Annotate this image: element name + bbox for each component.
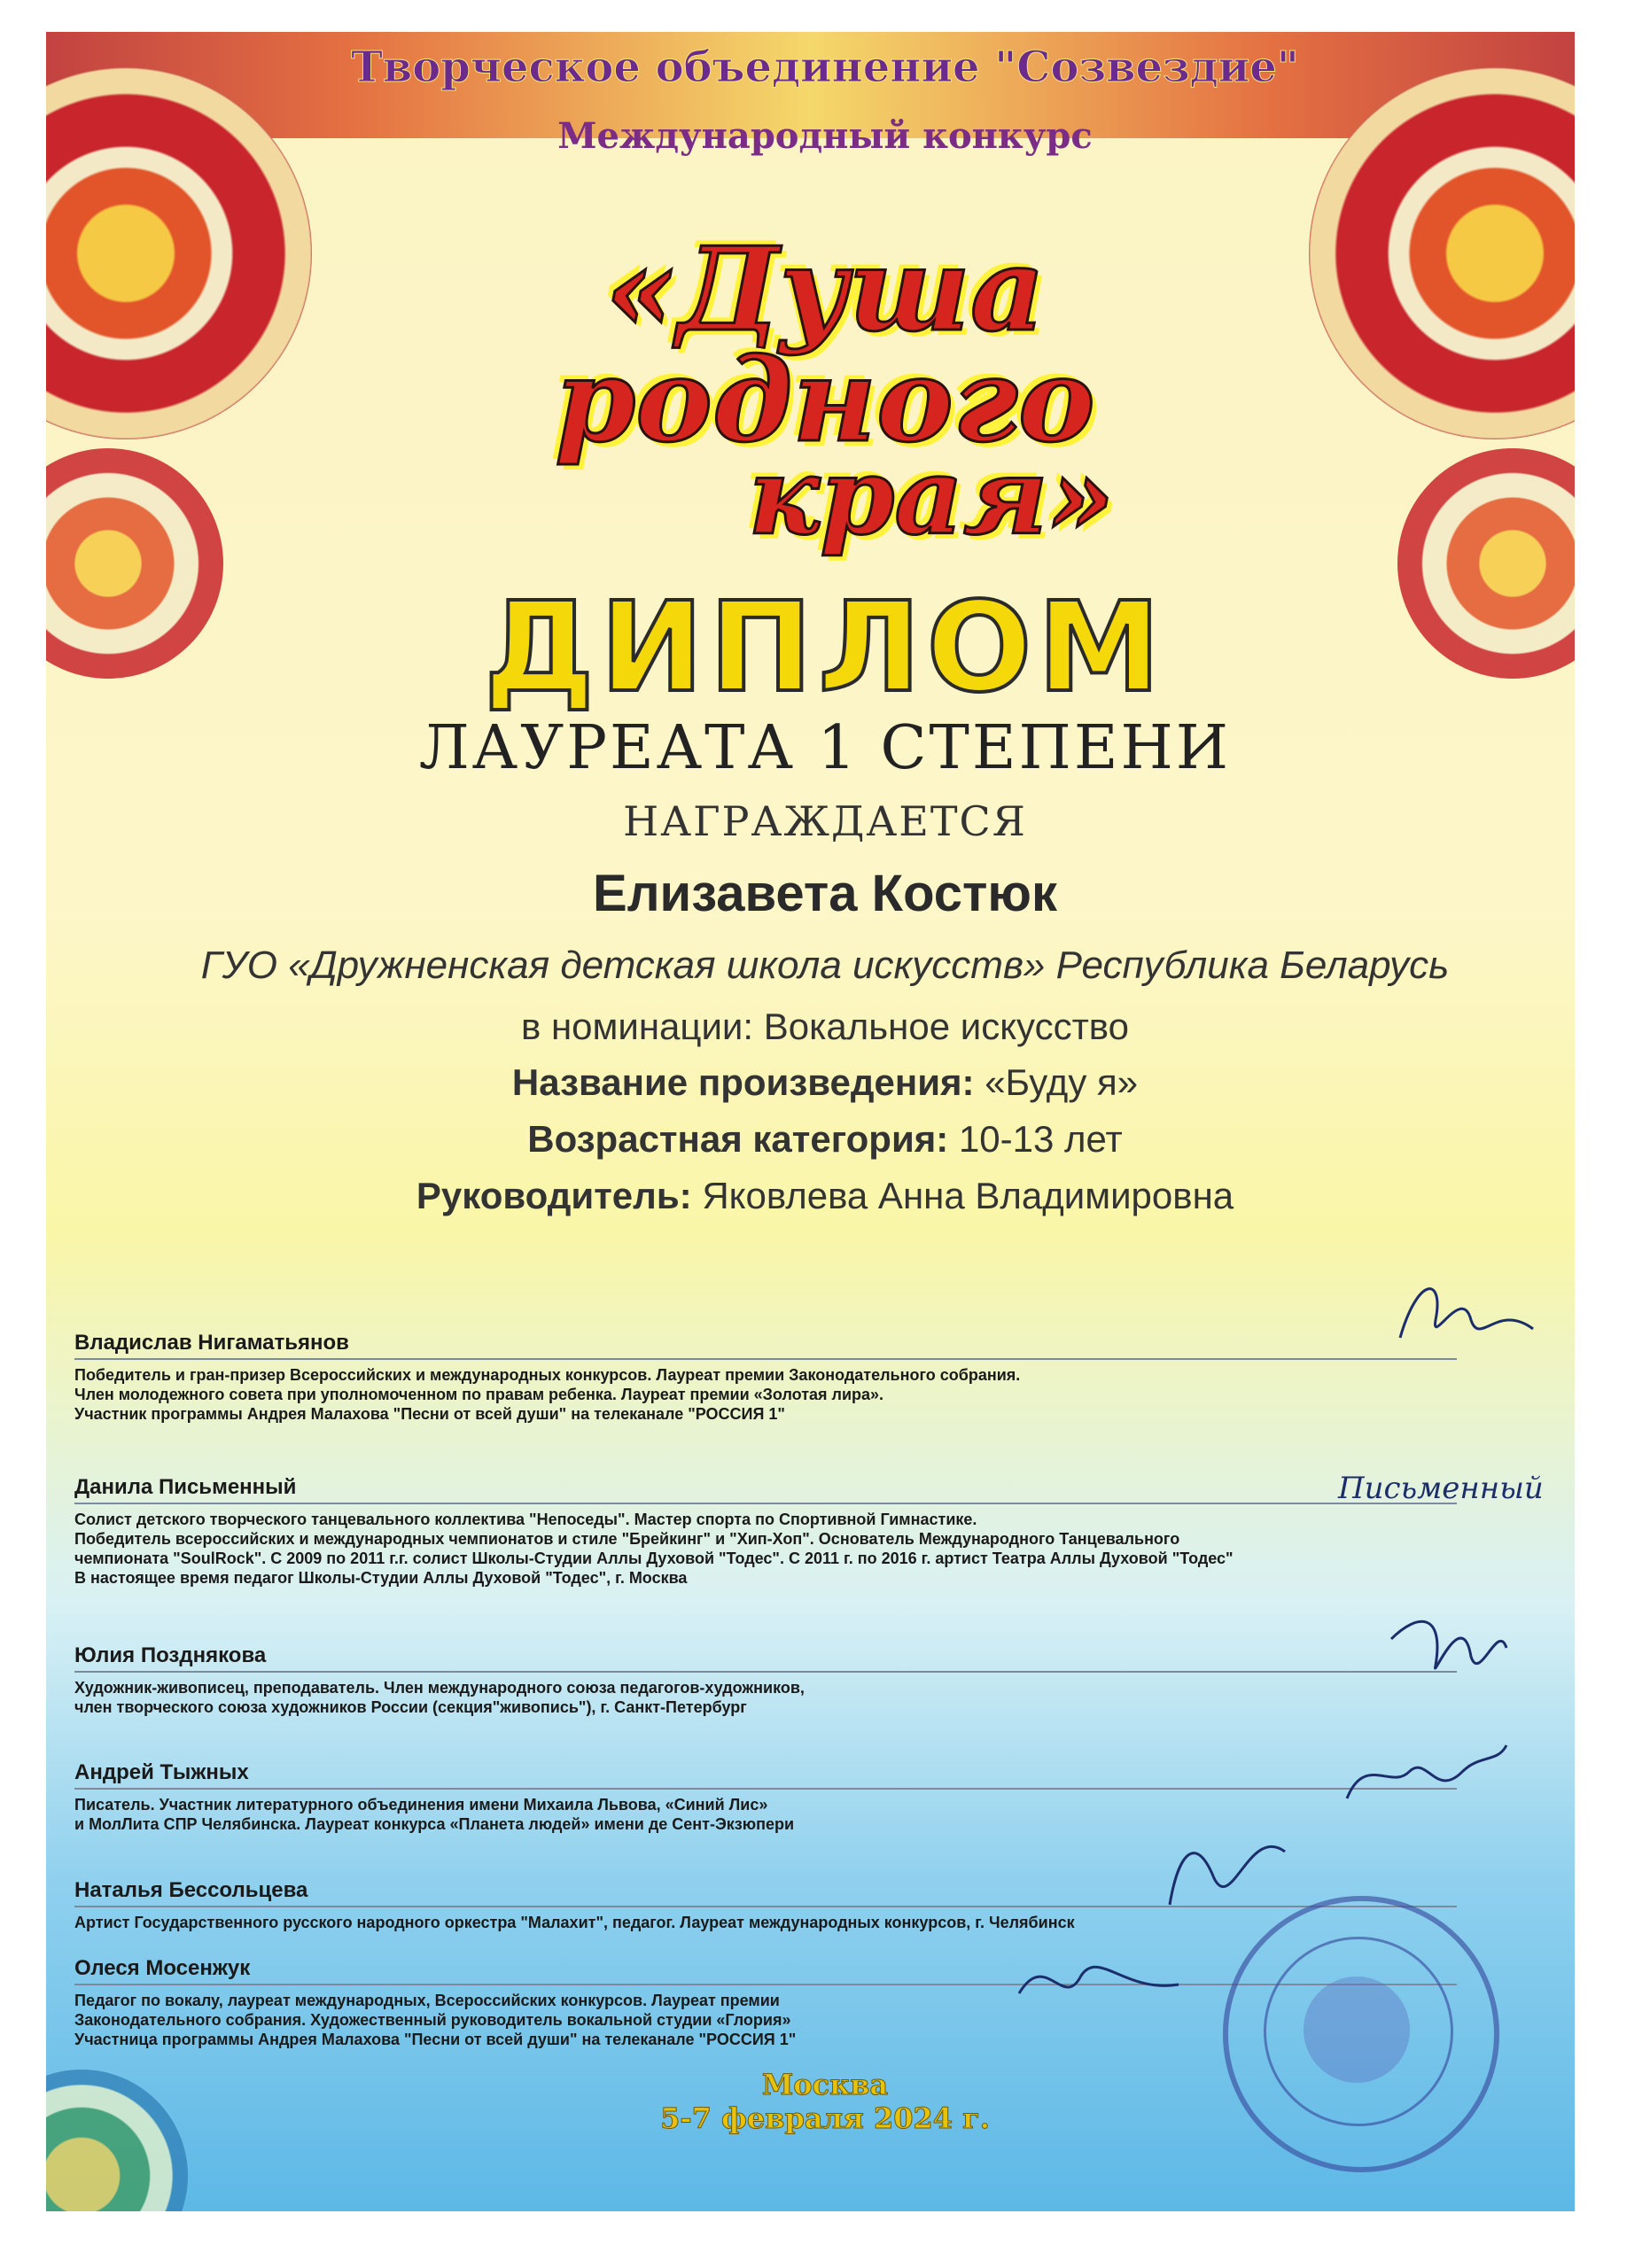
footer-date: 5-7 февраля 2024 г. [660, 2101, 990, 2135]
jury-description-line: Член молодежного совета при уполномоченном по правам ребенка. Лауреат премии «Золотая лира». [74, 1386, 884, 1403]
leader-label: Руководитель: [416, 1175, 692, 1216]
divider [74, 1671, 1457, 1673]
jury-description-line: Участник программы Андрея Малахова "Песни от всей души" на телеканале "РОССИЯ 1" [74, 1405, 785, 1423]
contest-name-line3: края» [748, 434, 1115, 559]
leader-line [0, 1175, 1650, 1217]
organization-title: Творческое объединение "Созвездие" [351, 43, 1299, 92]
jury-description-line: Артист Государственного русского народного оркестра "Малахит", педагог. Лауреат международных конкурсов, г. Челябинск [74, 1914, 1075, 1931]
jury-name: Наталья Бессольцева [74, 1878, 308, 1902]
diploma-degree: ЛАУРЕАТА 1 СТЕПЕНИ [418, 713, 1232, 783]
jury-description-line: Солист детского творческого танцевального коллектива "Непоседы". Мастер спорта по Спортивной Гимнастике. [74, 1511, 977, 1528]
jury-description-line: В настоящее время педагог Школы-Студии Аллы Духовой "Тодес", г. Москва [74, 1569, 688, 1587]
divider [74, 1503, 1457, 1504]
institution: ГУО «Дружненская детская школа искусств» Республика Беларусь [200, 944, 1450, 987]
jury-name: Данила Письменный [74, 1475, 297, 1499]
footer-city: Москва [761, 2068, 889, 2101]
signature-1 [1391, 1267, 1542, 1364]
leader-value: Яковлева Анна Владимировна [702, 1175, 1234, 1216]
signature-3 [1382, 1595, 1515, 1692]
jury-description-line: член творческого союза художников России (секция"живопись"), г. Санкт-Петербург [74, 1698, 747, 1716]
awarded-label: НАГРАЖДАЕТСЯ [623, 797, 1027, 845]
signature-6 [1010, 1940, 1187, 2020]
globe-icon [1304, 1977, 1410, 2083]
age-line [0, 1118, 1650, 1161]
diploma-title: ДИПЛОМ [484, 576, 1166, 720]
jury-description-line: Законодательного собрания. Художественный руководитель вокальной студии «Глория» [74, 2011, 791, 2029]
recipient-name: Елизавета Костюк [593, 865, 1057, 922]
nomination-label: в номинации: [520, 1006, 754, 1047]
jury-name: Юлия Позднякова [74, 1643, 267, 1667]
jury-member [74, 1331, 1492, 1424]
jury-description-line: и МолЛита СПР Челябинска. Лауреат конкурса «Планета людей» имени де Сент-Экзюпери [74, 1815, 795, 1833]
work-line [0, 1061, 1650, 1104]
divider [74, 1788, 1457, 1790]
age-label: Возрастная категория: [527, 1118, 949, 1160]
jury-name: Владислав Нигаматьянов [74, 1331, 349, 1355]
jury-description-line: Победитель всероссийских и международных чемпионатов и стиле "Брейкинг" и "Хип-Хоп". Основатель Международного Танцевального [74, 1530, 1180, 1548]
jury-description-line: чемпионата "SoulRock". С 2009 по 2011 г.г. солист Школы-Студии Аллы Духовой "Тодес". С 2011 г. по 2016 г. артист Театра Аллы Духовой "Тодес" [74, 1550, 1234, 1567]
nomination-line [0, 1006, 1650, 1048]
jury-description-line: Писатель. Участник литературного объединения имени Михаила Львова, «Синий Лис» [74, 1796, 768, 1814]
signature-2: Письменный [1338, 1471, 1544, 1506]
divider [74, 1358, 1457, 1360]
jury-member [74, 1643, 1492, 1717]
jury-description-line: Педагог по вокалу, лауреат международных, Всероссийских конкурсов. Лауреат премии [74, 1992, 780, 2009]
jury-member [74, 1475, 1492, 1588]
signature-4 [1338, 1736, 1515, 1825]
contest-name-line2: родного [555, 332, 1095, 468]
jury-name: Олеся Мосенжук [74, 1956, 251, 1980]
jury-name: Андрей Тыжных [74, 1760, 249, 1784]
contest-name-line1: «Душа [604, 221, 1046, 357]
nomination-value: Вокальное искусство [763, 1006, 1130, 1047]
age-value: 10-13 лет [958, 1118, 1123, 1160]
work-label: Название произведения: [511, 1061, 975, 1103]
jury-description-line: Участница программы Андрея Малахова "Песни от всей души" на телеканале "РОССИЯ 1" [74, 2031, 797, 2048]
signature-5 [1152, 1798, 1294, 1922]
jury-description-line: Победитель и гран-призер Всероссийских и международных конкурсов. Лауреат премии Законодательного собрания. [74, 1366, 1021, 1384]
jury-description-line: Художник-живописец, преподаватель. Член международного союза педагогов-художников, [74, 1679, 805, 1697]
work-value: «Буду я» [985, 1061, 1139, 1103]
contest-type: Международный конкурс [557, 115, 1093, 157]
